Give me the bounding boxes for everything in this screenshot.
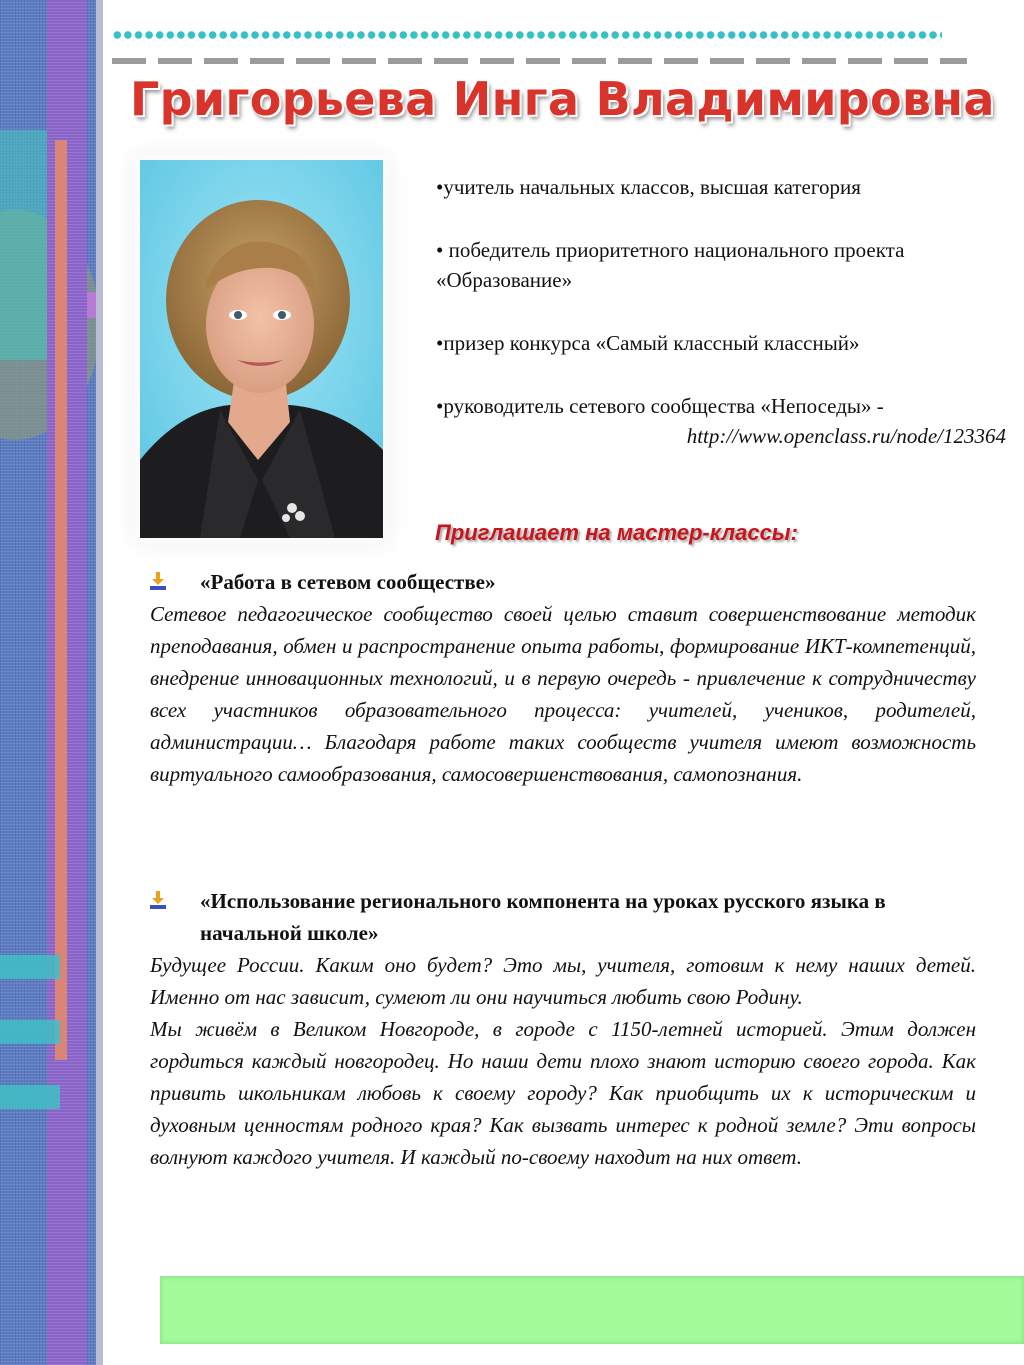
- bullet-arrow-icon: [150, 572, 166, 590]
- decor-teal-bar: [0, 1020, 60, 1044]
- decor-teal-bar: [0, 955, 60, 979]
- footer-bar: [160, 1276, 1024, 1344]
- section-paragraph: Мы живём в Великом Новгороде, в городе с 1150-летней историей. Этим должен гордиться каждый новгородец. Но наши дети плохо знают историю своего города. Как привить школьникам любовь к своему городу? Как приобщить их к историческим и духовным ценностям родного края? Как вызвать интерес к родной земле? Эти вопросы волнуют каждого учителя. И каждый по-своему находит на них ответ.: [150, 1017, 976, 1169]
- decor-dot-line: [112, 30, 942, 40]
- masterclass-section: [150, 885, 976, 1173]
- fact-item: •учитель начальных классов, высшая категория: [436, 175, 861, 199]
- decor-orange-line: [55, 140, 67, 1060]
- decor-purple-column: [47, 0, 87, 1365]
- decor-dash-line: [112, 58, 967, 64]
- fact-item: •призер конкурса «Самый классный классный»: [436, 331, 860, 355]
- fact-item: •руководитель сетевого сообщества «Непоседы» -: [436, 394, 884, 418]
- section-title: «Использование регионального компонента на уроках русского языка в начальной школе»: [200, 889, 886, 945]
- fact-item: • победитель приоритетного национального проекта «Образование»: [436, 238, 905, 292]
- masterclass-section: [150, 566, 976, 790]
- portrait-photo: [140, 160, 383, 538]
- decor-edge: [96, 0, 103, 1365]
- decor-teal-bar: [0, 1085, 60, 1109]
- page-title: Григорьева Инга Владимировна: [130, 72, 995, 126]
- section-paragraph: Будущее России. Каким оно будет? Это мы, учителя, готовим к нему наших детей. Именно от нас зависит, сумеют ли они научиться любить свою Родину.: [150, 953, 976, 1009]
- section-title: «Работа в сетевом сообществе»: [200, 570, 496, 594]
- achievements-list: [436, 172, 1006, 451]
- section-heading: [150, 885, 976, 949]
- portrait-illustration: [140, 160, 383, 538]
- section-paragraph: Сетевое педагогическое сообщество своей целью ставит совершенствование методик преподавания, обмен и распространение опыта работы, формирование ИКТ-компетенций, внедрение инновационных технологий, и в первую очередь - привлечение к сотрудничеству всех участников образовательного процесса: учителей, учеников, родителей, администрации… Благодаря работе таких сообществ учителя имеют возможность виртуального самообразования, самосовершенствования, самопознания.: [150, 602, 976, 786]
- community-link[interactable]: http://www.openclass.ru/node/123364: [686, 424, 1006, 448]
- section-heading: [150, 566, 976, 598]
- bullet-arrow-icon: [150, 891, 166, 909]
- decorative-side-strip: [0, 0, 103, 1365]
- invite-heading: Приглашает на мастер-классы:: [435, 520, 798, 545]
